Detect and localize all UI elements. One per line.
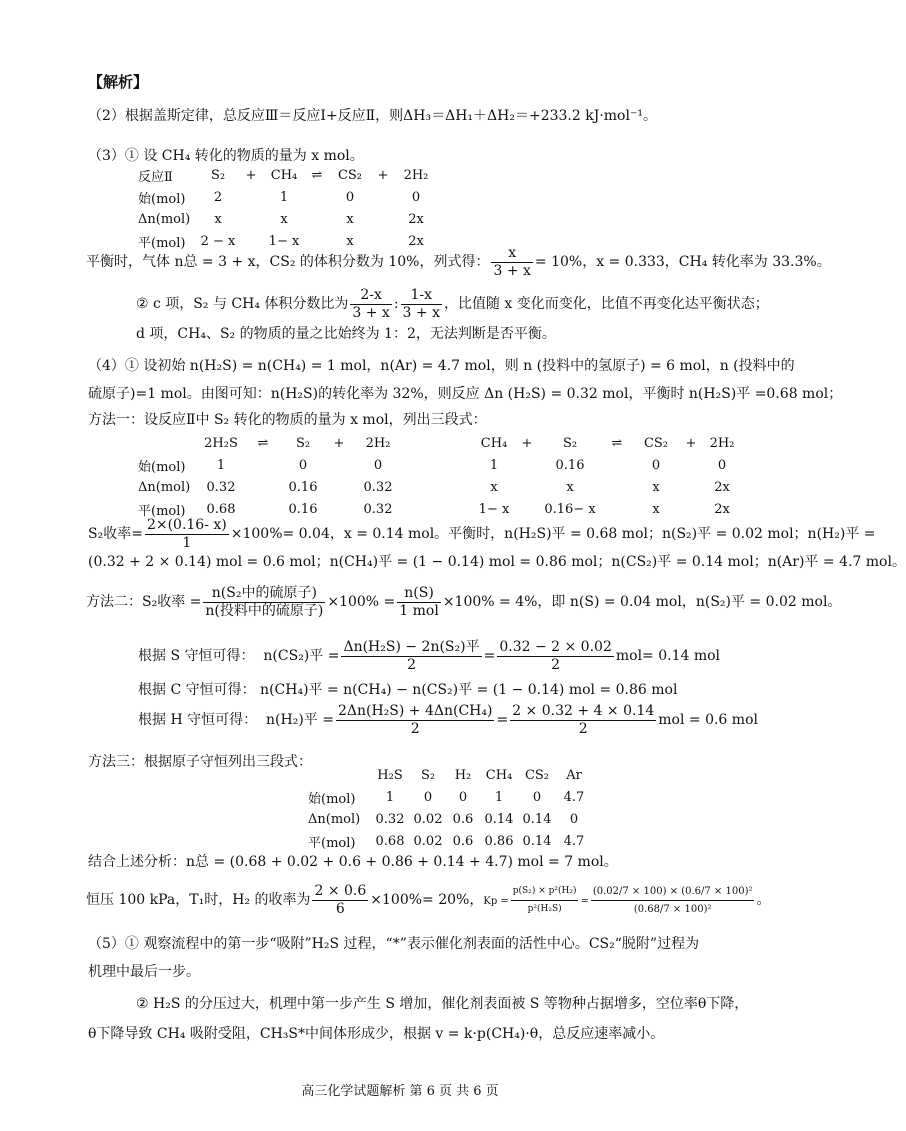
table-cell [138, 432, 196, 454]
part3-option-d: d 项，CH₄、S₂ 的物质的量之比始终为 1：2，无法判断是否平衡。 [136, 326, 556, 342]
table-row [138, 454, 740, 476]
table-cell [308, 764, 370, 786]
table-cell: 2 − x [200, 233, 236, 249]
kp-frac1 [312, 883, 368, 918]
table-cell [404, 432, 474, 454]
h-pre: 根据 H 守恒可得： [138, 712, 258, 728]
kp-den3: (0.68/7 × 100)² [633, 903, 712, 915]
table-cell: 2 [213, 189, 223, 205]
table-cell: H₂S [377, 767, 403, 783]
table-cell [404, 454, 474, 476]
method1-yield [88, 514, 876, 554]
table-cell: 4.7 [563, 789, 585, 805]
table-cell: x [652, 501, 660, 517]
table-cell: 1 [216, 457, 226, 473]
table-cell: S₂ [420, 767, 436, 783]
part3-intro: （3）① 设 CH₄ 转化的物质的量为 x mol。 [88, 148, 364, 164]
table-cell: CH₄ [485, 767, 513, 783]
table-cell: Δn(mol) [308, 811, 361, 827]
method1-line2: (0.32 + 2 × 0.14) mol = 0.6 mol；n(CH₄)平 = (1 − 0.14) mol = 0.86 mol；n(CS₂)平 = 0.14 mol；n(Ar)平 = 4.7 mol。 [88, 554, 906, 570]
m1-num: 2×(0.16- x) [146, 516, 227, 533]
kp-line: 恒压 100 kPa，T₁时，H₂ 的收率为 $\frac{2 \times 0.6}{6}$ ×100%= 20%，Kp = $\frac{\text{p(S₂) × p²(H₂)}}{\text{p²(H₂S)}}$ = $\frac{\text{(0.02/7 × 100) × (0.6/7 × 100)²}}{\text{(0.68/7 × 100)²}}$ 。 [86, 882, 771, 917]
table-cell: CS₂ [643, 435, 669, 451]
table-cell: 反应Ⅱ [138, 169, 173, 185]
m1-pre: S₂收率= [88, 526, 143, 542]
table-cell: 始(mol) [138, 191, 186, 207]
page-footer: 高三化学试题解析 第 6 页 共 6 页 [301, 1084, 499, 1099]
table-cell: 0 [651, 457, 661, 473]
table-cell: x [652, 479, 660, 495]
h-num2: 2 × 0.32 + 4 × 0.14 [512, 702, 655, 719]
part5-line2: 机理中最后一步。 [88, 964, 200, 980]
table-cell: 平(mol) [138, 235, 186, 251]
s-lhs: n(CS₂)平 = [263, 648, 340, 664]
table-row [138, 432, 740, 454]
table-cell: x [280, 211, 288, 227]
c-den2: 3 + x [402, 304, 440, 321]
part5-line4: θ下降导致 CH₄ 吸附受阻，CH₃S*中间体形成少，根据 v = k·p(CH₄)·θ，总反应速率减小。 [88, 1026, 665, 1042]
table-cell [368, 208, 398, 230]
table-cell: 0.86 [484, 833, 514, 849]
s-den1: 2 [407, 656, 416, 673]
h-post: mol = 0.6 mol [658, 712, 758, 728]
table-cell: 0 [423, 789, 433, 805]
part4-method1-intro: 方法一：设反应Ⅱ中 S₂ 转化的物质的量为 x mol，列出三段式： [88, 412, 487, 428]
eq-den: 3 + x [493, 262, 531, 279]
m2-num1: n(S₂中的硫原子) [203, 585, 325, 603]
table-cell: S₂ [210, 167, 226, 183]
table-cell: 0.32 [206, 479, 236, 495]
eq-fraction [491, 245, 532, 280]
m2-post: ×100% = 4%，即 n(S) = 0.04 mol，n(S₂)平 = 0.02 mol。 [442, 594, 842, 610]
table-cell: 0 [458, 789, 468, 805]
table-cell: Δn(mol) [138, 211, 191, 227]
table-cell: 平(mol) [308, 835, 356, 851]
table-cell: 0.02 [413, 811, 443, 827]
table-method3 [308, 764, 592, 852]
table-cell: 0.68 [375, 833, 405, 849]
table-cell: 0.68 [206, 501, 236, 517]
table-cell: 4.7 [563, 833, 585, 849]
kp-k: Kp = [483, 896, 509, 907]
h-conservation [138, 700, 758, 740]
table-cell: x [346, 233, 354, 249]
kp-pre: 恒压 100 kPa，T₁时，H₂ 的收率为 [86, 892, 311, 908]
h-num1: 2Δn(H₂S) + 4Δn(CH₄) [337, 702, 493, 719]
table-cell: 0.14 [522, 833, 552, 849]
table-cell: 0.14 [522, 811, 552, 827]
table-cell: ⇌ [311, 167, 323, 183]
kp-end: 。 [756, 892, 771, 908]
table-cell: 1 [489, 457, 499, 473]
table-cell: x [566, 479, 574, 495]
c-frac2 [401, 287, 442, 322]
table-cell [368, 186, 398, 208]
table-method1 [138, 432, 740, 520]
table-cell [600, 476, 634, 498]
table-row [138, 164, 434, 186]
table-cell: 2x [408, 211, 424, 227]
m2-frac2 [397, 585, 441, 620]
table-cell: Δn(mol) [138, 479, 191, 495]
table-cell: 0.02 [413, 833, 443, 849]
h-den1: 2 [410, 720, 420, 737]
table-cell: 0 [717, 457, 727, 473]
table-cell: 0 [411, 189, 421, 205]
c-post: ，比值随 x 变化而变化，比值不再变化达平衡状态； [443, 296, 769, 312]
table-row [308, 786, 592, 808]
table-cell: 0.6 [452, 811, 474, 827]
kp-den1: 6 [335, 900, 345, 917]
table-cell: 始(mol) [138, 459, 186, 475]
table-cell: 0.6 [452, 833, 474, 849]
table-cell: CS₂ [337, 167, 363, 183]
table-cell [678, 476, 704, 498]
table-cell [514, 476, 540, 498]
part3-equation [86, 242, 831, 282]
table-cell: 0.32 [363, 501, 393, 517]
method2-line [86, 582, 841, 622]
m1-post: ×100%= 0.04，x = 0.14 mol。平衡时，n(H₂S)平 = 0.68 mol；n(S₂)平 = 0.02 mol；n(H₂)平 = [230, 526, 876, 542]
c-pre: ② c 项，S₂ 与 CH₄ 体积分数比为 [136, 296, 349, 312]
table-cell: 2H₂ [365, 435, 391, 451]
h-eq: = [496, 712, 509, 728]
eq-post: = 10%，x = 0.333，CH₄ 转化率为 33.3%。 [534, 254, 831, 270]
eq-pre: 平衡时，气体 n总 = 3 + x，CS₂ 的体积分数为 10%，列式得： [86, 254, 490, 270]
part4-line2: 硫原子)=1 mol。由图可知：n(H₂S)的转化率为 32%，则反应 Δn (H₂S) = 0.32 mol，平衡时 n(H₂S)平 =0.68 mol； [88, 386, 843, 402]
table-cell: S₂ [562, 435, 578, 451]
table-cell: 1− x [478, 501, 510, 517]
table-cell: x [490, 479, 498, 495]
s-den2: 2 [551, 656, 561, 673]
table-cell: S₂ [295, 435, 311, 451]
table-cell: + [521, 435, 533, 451]
total-moles: 结合上述分析：n总 = (0.68 + 0.02 + 0.6 + 0.86 + 0.14 + 4.7) mol = 7 mol。 [88, 854, 618, 870]
c-den1: 3 + x [352, 304, 390, 321]
s-num2: 0.32 − 2 × 0.02 [499, 638, 612, 655]
m2-num2: n(S) [397, 585, 441, 603]
table-row [308, 764, 592, 786]
m2-den1: n(投料中的硫原子) [205, 602, 324, 619]
s-frac1 [341, 639, 481, 674]
c-frac1 [350, 287, 391, 322]
table-cell [236, 208, 266, 230]
table-cell: 2x [408, 233, 424, 249]
s-post: mol= 0.14 mol [615, 648, 721, 664]
s-num1: Δn(H₂S) − 2n(S₂)平 [343, 638, 480, 655]
h-frac1 [336, 703, 495, 738]
table-cell: 0.16− x [544, 501, 596, 517]
table-cell: + [685, 435, 697, 451]
table-cell: 0 [298, 457, 308, 473]
table-cell: x [346, 211, 354, 227]
table-cell: 0.16 [555, 457, 585, 473]
kp-num1: 2 × 0.6 [314, 882, 367, 899]
table-cell [302, 208, 332, 230]
kp-frac3 [591, 883, 755, 918]
table-cell: + [333, 435, 345, 451]
c-num2: 1-x [401, 287, 442, 305]
table-cell: CH₄ [270, 167, 298, 183]
kp-num2: p(S₂) × p²(H₂) [511, 883, 579, 901]
part2-line: （2）根据盖斯定律，总反应Ⅲ＝反应Ⅰ+反应Ⅱ，则ΔH₃＝ΔH₁＋ΔH₂＝+233.2 kJ·mol⁻¹。 [88, 108, 657, 124]
table-row [138, 476, 740, 498]
kp-mid: ×100%= 20%， [370, 892, 484, 908]
analysis-heading: 【解析】 [88, 73, 149, 91]
table-reaction2 [138, 164, 434, 252]
c-num1: 2-x [350, 287, 391, 305]
table-cell: 0 [345, 189, 355, 205]
table-cell: H₂ [454, 767, 472, 783]
table-cell: 0.32 [375, 811, 405, 827]
part5-line3: ② H₂S 的分压过大，机理中第一步产生 S 增加，催化剂表面被 S 等物种占据增多，空位率θ下降， [136, 996, 749, 1012]
m2-mid: ×100% = [327, 594, 396, 610]
part5-line1: （5）① 观察流程中的第一步“吸附”H₂S 过程，“*”表示催化剂表面的活性中心。CS₂“脱附”过程为 [88, 936, 700, 952]
method3-intro: 方法三：根据原子守恒列出三段式： [88, 754, 312, 770]
table-cell: 1 [494, 789, 504, 805]
eq-num: x [491, 245, 532, 263]
table-cell: 2H₂ [403, 167, 429, 183]
table-cell: 1 [279, 189, 289, 205]
s-eq: = [483, 648, 496, 664]
c-colon: : [393, 296, 399, 312]
table-cell: 2H₂ [709, 435, 735, 451]
table-cell: 0 [532, 789, 542, 805]
table-cell: CS₂ [524, 767, 550, 783]
table-cell: 2H₂S [204, 435, 238, 451]
table-cell: 0 [569, 811, 579, 827]
table-cell: Ar [566, 767, 582, 783]
table-cell: ⇌ [611, 435, 623, 451]
table-cell: 0.32 [363, 479, 393, 495]
table-cell: ⇌ [257, 435, 269, 451]
m1-den: 1 [182, 534, 192, 551]
m2-frac1 [203, 585, 325, 620]
m2-den2: 1 mol [399, 602, 439, 619]
table-cell [236, 186, 266, 208]
table-cell: 0.16 [288, 501, 318, 517]
kp-num3: (0.02/7 × 100) × (0.6/7 × 100)² [591, 883, 755, 901]
table-cell [326, 454, 352, 476]
s-frac2 [497, 639, 614, 674]
table-cell [302, 186, 332, 208]
m1-frac [145, 517, 229, 552]
table-row [138, 208, 434, 230]
table-cell: + [377, 167, 389, 183]
h-frac2 [510, 703, 656, 738]
h-lhs: n(H₂)平 = [266, 712, 334, 728]
table-cell [514, 454, 540, 476]
table-cell [246, 454, 280, 476]
kp-den2: p²(H₂S) [527, 903, 562, 914]
table-cell: CH₄ [480, 435, 508, 451]
s-pre: 根据 S 守恒可得： [138, 648, 255, 664]
h-den2: 2 [578, 720, 588, 737]
table-cell: x [214, 211, 222, 227]
table-cell [246, 476, 280, 498]
table-cell [600, 454, 634, 476]
table-cell: 2x [714, 501, 730, 517]
table-row [138, 186, 434, 208]
kp-frac2 [511, 883, 579, 918]
table-cell: 1 [385, 789, 395, 805]
part3-option-c [136, 284, 769, 324]
part4-line1: （4）① 设初始 n(H₂S) = n(CH₄) = 1 mol，n(Ar) = 4.7 mol，则 n (投料中的氢原子) = 6 mol，n (投料中的 [88, 358, 795, 374]
m2-pre: 方法二：S₂收率 = [86, 594, 202, 610]
table-cell [326, 476, 352, 498]
table-cell: 2x [714, 479, 730, 495]
table-cell: + [245, 167, 257, 183]
s-conservation [138, 636, 720, 676]
table-cell [678, 454, 704, 476]
table-row [308, 808, 592, 830]
table-row [308, 830, 592, 852]
c-conservation: 根据 C 守恒可得： n(CH₄)平 = n(CH₄) − n(CS₂)平 = (1 − 0.14) mol = 0.86 mol [138, 682, 678, 698]
table-cell: 0.14 [484, 811, 514, 827]
table-cell: 0.16 [288, 479, 318, 495]
table-cell: 1− x [268, 233, 300, 249]
table-cell: 0 [373, 457, 383, 473]
table-cell: 平(mol) [138, 503, 186, 519]
table-cell [404, 476, 474, 498]
table-cell: 始(mol) [308, 791, 356, 807]
